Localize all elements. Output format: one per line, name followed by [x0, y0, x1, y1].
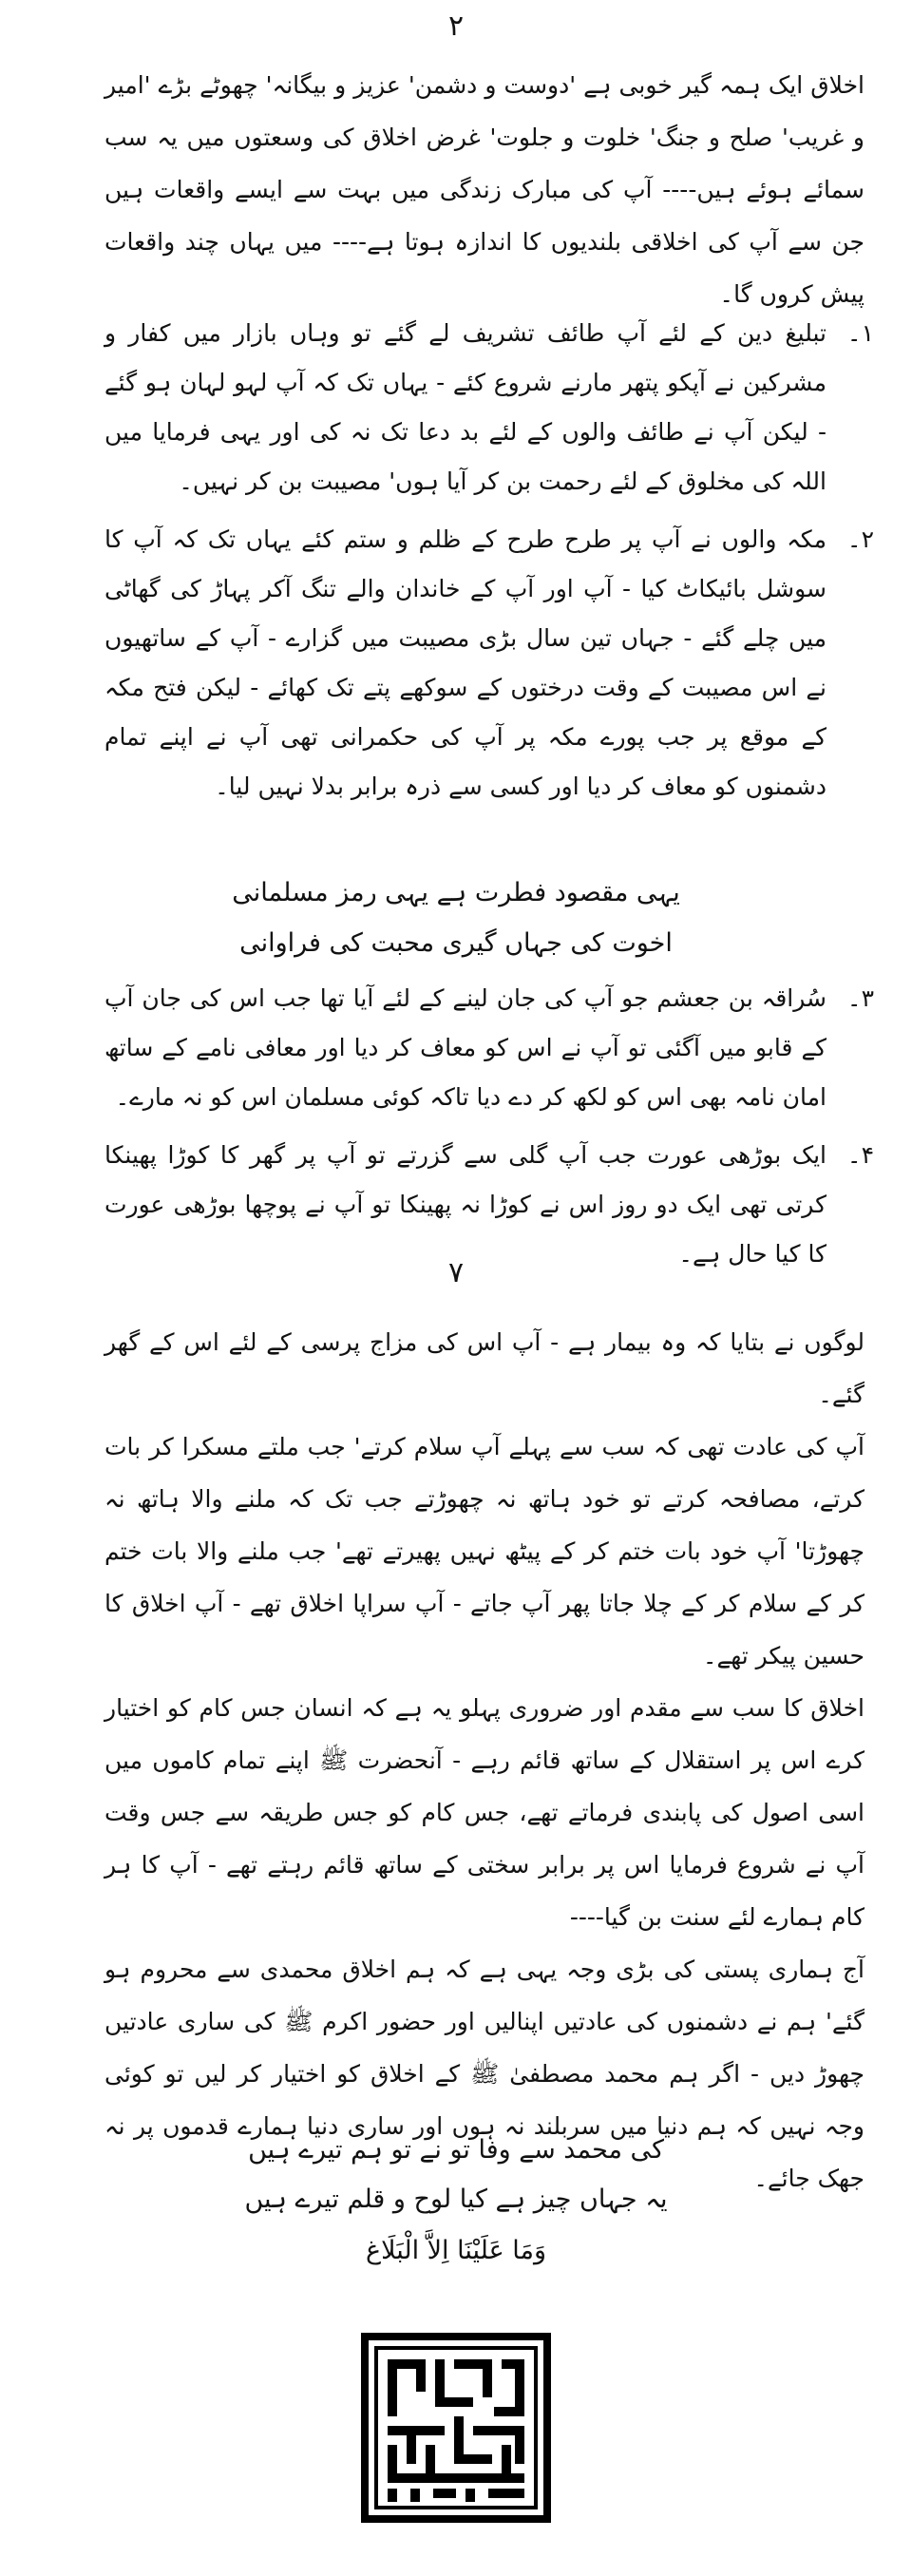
calligraphy-seal-icon: [361, 2333, 551, 2523]
incident-text: سُراقہ بن جعشم جو آپ کی جان لینے کے لئے آیا تھا جب اس کی جان آپ کے قابو میں آگئی تو آپ نے اس کو معاف کر دیا اور معافی نامے کے ساتھ امان نامہ بھی اس کو لکھ کر دے دیا تاکہ کوئی مسلمان اس کو نہ مارے۔: [104, 984, 826, 1111]
paragraph: لوگوں نے بتایا کہ وہ بیمار ہے - آپ اس کی مزاج پرسی کے لئے اس کے گھر گئے۔: [104, 1328, 864, 1408]
incident-text: ایک بوڑھی عورت جب آپ گلی سے گزرتے تو آپ پر گھر کا کوڑا پھینکا کرتی تھی ایک دو روز اس نے کوڑا نہ پھینکا تو آپ نے پوچھا بوڑھی عورت کا کیا حال ہے۔: [104, 1141, 826, 1268]
incident-number: ۴۔: [846, 1141, 874, 1169]
intro-text: اخلاق ایک ہمہ گیر خوبی ہے 'دوست و دشمن' عزیز و بیگانہ' چھوٹے بڑے 'امیر و غریب' صلح و جنگ' خلوت و جلوت' غرض اخلاق کی وسعتوں میں یہ سب سمائے ہوئے ہیں---- آپ کی مبارک زندگی میں بہت سے ایسے واقعات ہیں جن سے آپ کی اخلاقی بلندیوں کا اندازہ ہوتا ہے---- میں یہاں چند واقعات پیش کروں گا۔: [104, 71, 864, 308]
incident-number: ۱۔: [846, 319, 874, 347]
page-number: ۷: [447, 1256, 465, 1289]
incident-text: تبلیغ دین کے لئے آپ طائف تشریف لے گئے تو وہاں بازار میں کفار و مشرکین نے آپکو پتھر مارنے شروع کئے - یہاں تک کہ آپ لہو لہان ہو گئے - لیکن آپ نے طائف والوں کے لئے بد دعا تک نہ کی اور یہی فرمایا میں اللہ کی مخلوق کے لئے رحمت بن کر آیا ہوں' مصیبت بن کر نہیں۔: [104, 319, 826, 495]
body-paragraphs: [104, 1316, 864, 2204]
incident-number: ۳۔: [846, 984, 874, 1012]
poem-line: اخوت کی جہاں گیری محبت کی فراوانی: [239, 928, 673, 958]
incident-2: [104, 515, 874, 811]
paragraph: اخلاق کا سب سے مقدم اور ضروری پہلو یہ ہے کہ انسان جس کام کو اختیار کرے اس پر استقلال کے ساتھ قائم رہے - آنحضرت ﷺ اپنے تمام کاموں میں اسی اصول کی پابندی فرماتے تھے، جس کام کو جس طریقہ سے جس وقت آپ نے شروع فرمایا اس پر برابر سختی کے ساتھ قائم رہتے تھے - آپ کا ہر کام ہمارے لئے سنت بن گیا----: [104, 1694, 864, 1931]
poem-line: یہ جہاں چیز ہے کیا لوح و قلم تیرے ہیں: [244, 2185, 668, 2214]
incident-text: مکہ والوں نے آپ پر طرح طرح کے ظلم و ستم کئے یہاں تک کہ آپ کا سوشل بائیکاٹ کیا - آپ اور آپ کے خاندان والے تنگ آکر پہاڑ کی گھاٹی میں چلے گئے - جہاں تین سال بڑی مصیبت میں گزارے - آپ کے ساتھیوں نے اس مصیبت کے وقت درختوں کے سوکھے پتے تک کھائے - لیکن فتح مکہ کے موقع پر جب پورے مکہ پر آپ کی حکمرانی تھی آپ نے اپنے تمام دشمنوں کو معاف کر دیا اور کسی سے ذرہ برابر بدلا نہیں لیا۔: [104, 525, 826, 800]
poem-line: کی محمد سے وفا تو نے تو ہم تیرے ہیں: [248, 2135, 664, 2165]
incident-3: [104, 974, 874, 1122]
closing-line: وَمَا عَلَیْنَا اِلاَّ الْبَلَاغ: [365, 2236, 547, 2265]
incident-1: [104, 309, 874, 506]
page-number: ۲: [447, 10, 465, 43]
incident-number: ۲۔: [846, 525, 874, 553]
intro-paragraph: [104, 59, 864, 320]
paragraph: آپ کی عادت تھی کہ سب سے پہلے آپ سلام کرتے' جب ملتے مسکرا کر بات کرتے، مصافحہ کرتے تو خود ہاتھ نہ چھوڑتے جب تک کہ ملنے والا ہاتھ نہ چھوڑتا' آپ خود بات ختم کر کے پیٹھ نہیں پھیرتے تھے' جب ملنے والا بات ختم کر کے سلام کر کے چلا جاتا پھر آپ جاتے - آپ سراپا اخلاق تھے - آپ اخلاق کا حسین پیکر تھے۔: [104, 1433, 864, 1670]
paragraph: آج ہماری پستی کی بڑی وجہ یہی ہے کہ ہم اخلاق محمدی سے محروم ہو گئے' ہم نے دشمنوں کی عادتیں اپنالیں اور حضور اکرم ﷺ کی ساری عادتیں چھوڑ دیں - اگر ہم محمد مصطفیٰ ﷺ کے اخلاق کو اختیار کر لیں تو کوئی وجہ نہیں کہ ہم دنیا میں سربلند نہ ہوں اور ساری دنیا ہمارے قدموں پر نہ جھک جائے۔: [104, 1956, 864, 2192]
poem-line: یہی مقصود فطرت ہے یہی رمز مسلمانی: [232, 878, 680, 907]
